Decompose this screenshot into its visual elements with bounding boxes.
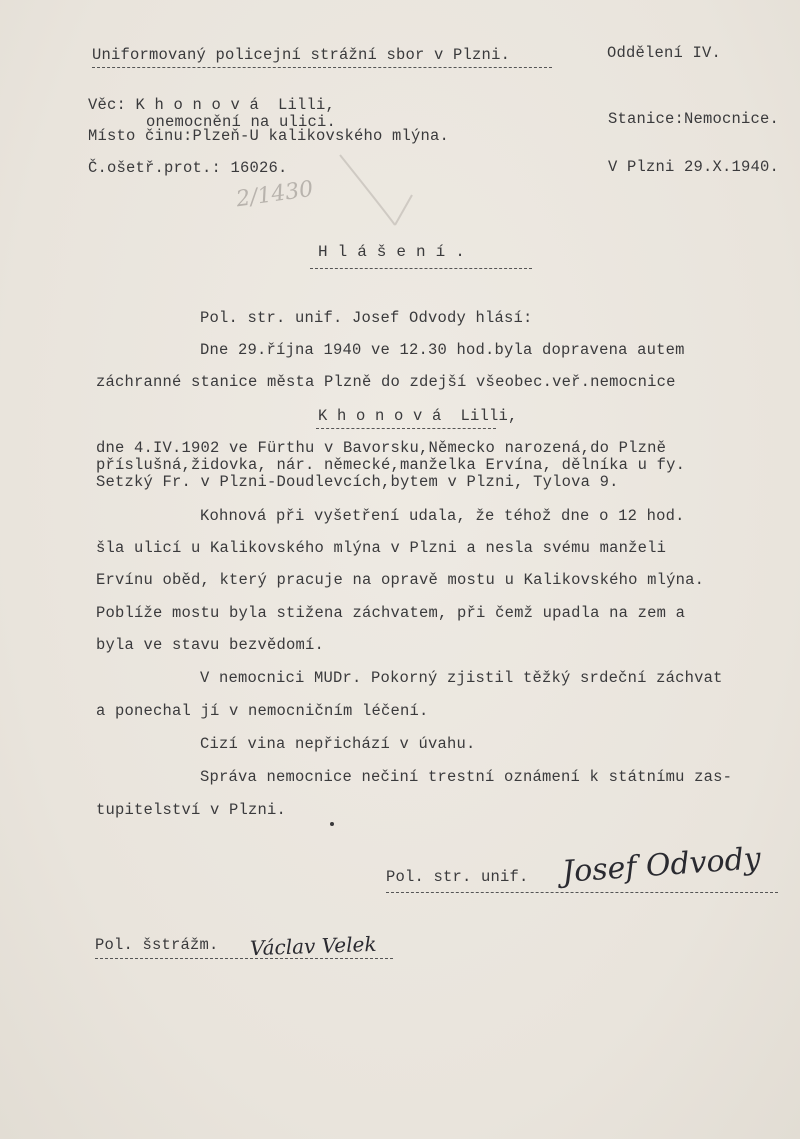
paragraph-4-line-2: a ponechal jí v nemocničním léčení. bbox=[96, 702, 429, 720]
corps-name: Uniformovaný policejní strážní sbor v Plzni. bbox=[92, 46, 511, 64]
paragraph-6-line-2: tupitelství v Plzni. bbox=[96, 801, 287, 819]
paragraph-6-line-1: Správa nemocnice nečiní trestní oznámení k státnímu zas- bbox=[200, 768, 733, 786]
paragraph-1-line-1: Dne 29.října 1940 ve 12.30 hod.byla dopravena autem bbox=[200, 341, 685, 359]
paragraph-5: Cizí vina nepřichází v úvahu. bbox=[200, 735, 476, 753]
report-title: H l á š e n í . bbox=[318, 243, 466, 261]
pencil-note: 2/1430 bbox=[234, 176, 315, 213]
corps-underline bbox=[92, 67, 552, 68]
signature-underline bbox=[386, 892, 778, 893]
paragraph-3-line-5: byla ve stavu bezvědomí. bbox=[96, 636, 325, 654]
signature-handwritten: Josef Odvody bbox=[561, 841, 762, 890]
pencil-stroke-icon bbox=[330, 150, 420, 230]
title-underline bbox=[310, 268, 532, 269]
crime-scene: Místo činu:Plzeň-U kalikovského mlýna. bbox=[88, 127, 450, 145]
paragraph-3-line-1: Kohnová při vyšetření udala, že téhož dne o 12 hod. bbox=[200, 507, 685, 525]
person-name: K h o n o v á Lilli, bbox=[318, 407, 518, 425]
officer-signature: Václav Velek bbox=[249, 931, 377, 961]
paragraph-3-line-3: Ervínu oběd, který pracuje na opravě mostu u Kalikovského mlýna. bbox=[96, 571, 705, 589]
paragraph-2-line-2: příslušná,židovka, nár. německé,manželka Ervína, dělníka u fy. bbox=[96, 456, 686, 474]
paragraph-3-line-2: šla ulicí u Kalikovského mlýna v Plzni a nesla svému manželi bbox=[96, 539, 667, 557]
paragraph-2-line-1: dne 4.IV.1902 ve Fürthu v Bavorsku,Německo narozená,do Plzně bbox=[96, 439, 667, 457]
paragraph-1-line-2: záchranné stanice města Plzně do zdejší všeobec.veř.nemocnice bbox=[96, 373, 676, 391]
paragraph-4-line-1: V nemocnici MUDr. Pokorný zjistil těžký srdeční záchvat bbox=[200, 669, 723, 687]
signature-label: Pol. str. unif. bbox=[386, 868, 529, 886]
station: Stanice:Nemocnice. bbox=[608, 110, 780, 128]
intro-line: Pol. str. unif. Josef Odvody hlásí: bbox=[200, 309, 533, 327]
officer-underline bbox=[95, 958, 393, 959]
officer-label: Pol. šstrážm. bbox=[95, 936, 219, 954]
department: Oddělení IV. bbox=[607, 44, 722, 62]
paragraph-2-line-3: Setzký Fr. v Plzni-Doudlevcích,bytem v Plzni, Tylova 9. bbox=[96, 473, 619, 491]
subject-detail: onemocnění na ulici. bbox=[146, 113, 337, 131]
paragraph-3-line-4: Poblíže mostu byla stižena záchvatem, při čemž upadla na zem a bbox=[96, 604, 686, 622]
ink-dot bbox=[330, 822, 334, 826]
place-date: V Plzni 29.X.1940. bbox=[608, 158, 780, 176]
person-underline bbox=[316, 428, 496, 429]
subject-line: Věc: K h o n o v á Lilli, bbox=[88, 96, 336, 114]
protocol-number: Č.ošetř.prot.: 16026. bbox=[88, 159, 288, 177]
